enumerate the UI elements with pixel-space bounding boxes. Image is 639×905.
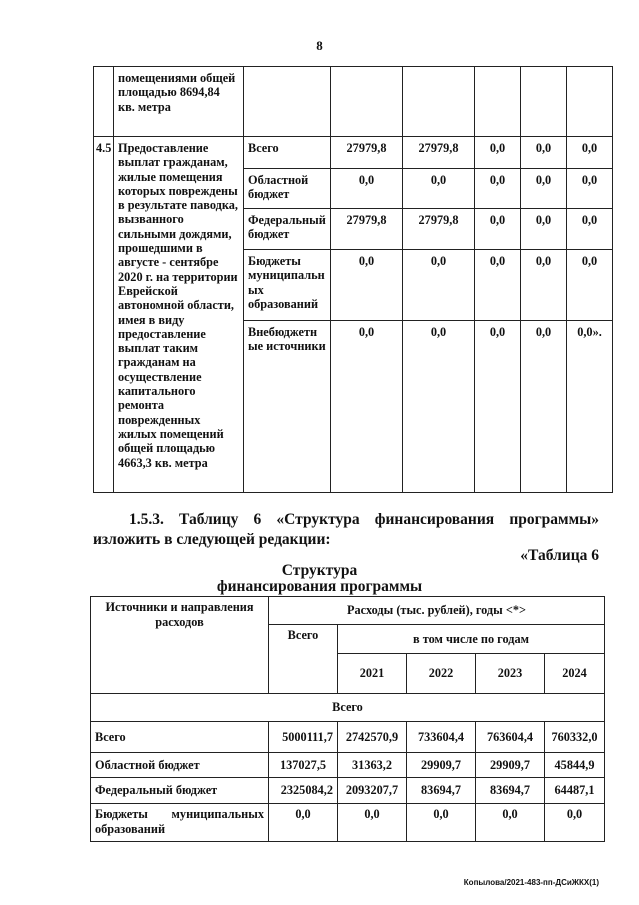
value-cell: 64487,1 (545, 778, 605, 804)
row-total: 2325084,2 (269, 778, 338, 804)
year-2023: 2023 (476, 654, 545, 694)
value-cell: 733604,4 (407, 722, 476, 753)
value-cell: 0,0 (521, 321, 567, 493)
value-cell: 0,0 (331, 169, 403, 209)
row-label: Бюджеты муниципальных образований (91, 804, 269, 842)
value-cell: 0,0 (545, 804, 605, 842)
table-row (94, 137, 613, 169)
row-total: 137027,5 (269, 753, 338, 778)
source-label: Федеральный бюджет (244, 209, 331, 250)
caption-line-1: Структура (281, 562, 358, 579)
value-cell: 0,0 (475, 321, 521, 493)
financing-structure-table (90, 596, 605, 842)
value-cell: 0,0 (567, 209, 613, 250)
value-cell: 0,0 (521, 209, 567, 250)
program-measures-table (93, 66, 613, 493)
value-cell: 760332,0 (545, 722, 605, 753)
header-expenses: Расходы (тыс. рублей), годы <*> (269, 597, 605, 625)
value-cell: 0,0 (567, 169, 613, 209)
value-cell: 0,0 (475, 169, 521, 209)
row-total: 5000111,7 (269, 722, 338, 753)
value-cell: 27979,8 (331, 209, 403, 250)
value-cell: 2093207,7 (338, 778, 407, 804)
value-cell: 0,0 (403, 250, 475, 321)
document-footer-code: Копылова/2021-483-пп-ДСиЖКХ(1) (463, 878, 599, 887)
value-cell: 0,0 (476, 804, 545, 842)
value-cell: 0,0 (338, 804, 407, 842)
value-cell: 763604,4 (476, 722, 545, 753)
header-by-year: в том числе по годам (338, 625, 605, 654)
cell-empty (94, 67, 114, 137)
value-cell: 83694,7 (407, 778, 476, 804)
value-cell: 0,0 (521, 250, 567, 321)
table-number: «Таблица 6 (520, 547, 599, 564)
value-cell: 0,0 (567, 250, 613, 321)
value-cell: 2742570,9 (338, 722, 407, 753)
value-cell: 27979,8 (331, 137, 403, 169)
value-cell: 0,0 (403, 321, 475, 493)
value-cell: 0,0». (567, 321, 613, 493)
value-cell: 83694,7 (476, 778, 545, 804)
header-row (91, 597, 605, 625)
source-label: Бюджеты муниципальн ых образований (244, 250, 331, 321)
value-cell: 0,0 (475, 137, 521, 169)
value-cell: 0,0 (331, 250, 403, 321)
value-cell: 0,0 (403, 169, 475, 209)
row-label: Федеральный бюджет (91, 778, 269, 804)
table-row (91, 722, 605, 753)
value-cell: 0,0 (521, 137, 567, 169)
row-total: 0,0 (269, 804, 338, 842)
source-label: Областной бюджет (244, 169, 331, 209)
year-2024: 2024 (545, 654, 605, 694)
value-cell: 27979,8 (403, 137, 475, 169)
value-cell: 0,0 (331, 321, 403, 493)
source-label: Внебюджетн ые источники (244, 321, 331, 493)
value-cell: 0,0 (407, 804, 476, 842)
header-total: Всего (269, 625, 338, 694)
value-cell: 27979,8 (403, 209, 475, 250)
value-cell: 0,0 (567, 137, 613, 169)
value-cell: 0,0 (475, 209, 521, 250)
table-row-fragment (94, 67, 613, 137)
value-cell: 45844,9 (545, 753, 605, 778)
year-2021: 2021 (338, 654, 407, 694)
row-description: Предоставление выплат гражданам, жилые помещения которых повреждены в результате паводка, вызванного сильными дождями, прошедшими в августе - сентябре 2020 г. на территории Еврейской автономной области, имея в виду предоставление выплат таким гражданам на осуществление капитального ремонта поврежденных жилых помещений общей площадью 4663,3 кв. метра (114, 137, 244, 493)
amendment-paragraph: 1.5.3. Таблицу 6 «Структура финансирования программы» изложить в следующей редакции: (93, 511, 599, 548)
value-cell: 29909,7 (407, 753, 476, 778)
row-label: Всего (91, 722, 269, 753)
caption-line-2: финансирования программы (216, 578, 423, 595)
table-row (91, 804, 605, 842)
value-cell: 29909,7 (476, 753, 545, 778)
section-row (91, 694, 605, 722)
section-label: Всего (91, 694, 605, 722)
cell-fragment-text: помещениями общей площадью 8694,84 кв. метра (114, 67, 244, 137)
row-label: Областной бюджет (91, 753, 269, 778)
value-cell: 31363,2 (338, 753, 407, 778)
source-label: Всего (244, 137, 331, 169)
page-number: 8 (316, 38, 323, 53)
table-caption (0, 563, 639, 595)
value-cell: 0,0 (521, 169, 567, 209)
table-row (91, 753, 605, 778)
value-cell: 0,0 (475, 250, 521, 321)
year-2022: 2022 (407, 654, 476, 694)
table-row (91, 778, 605, 804)
header-sources: Источники и направления расходов (91, 597, 269, 694)
row-index: 4.5 (94, 137, 114, 493)
